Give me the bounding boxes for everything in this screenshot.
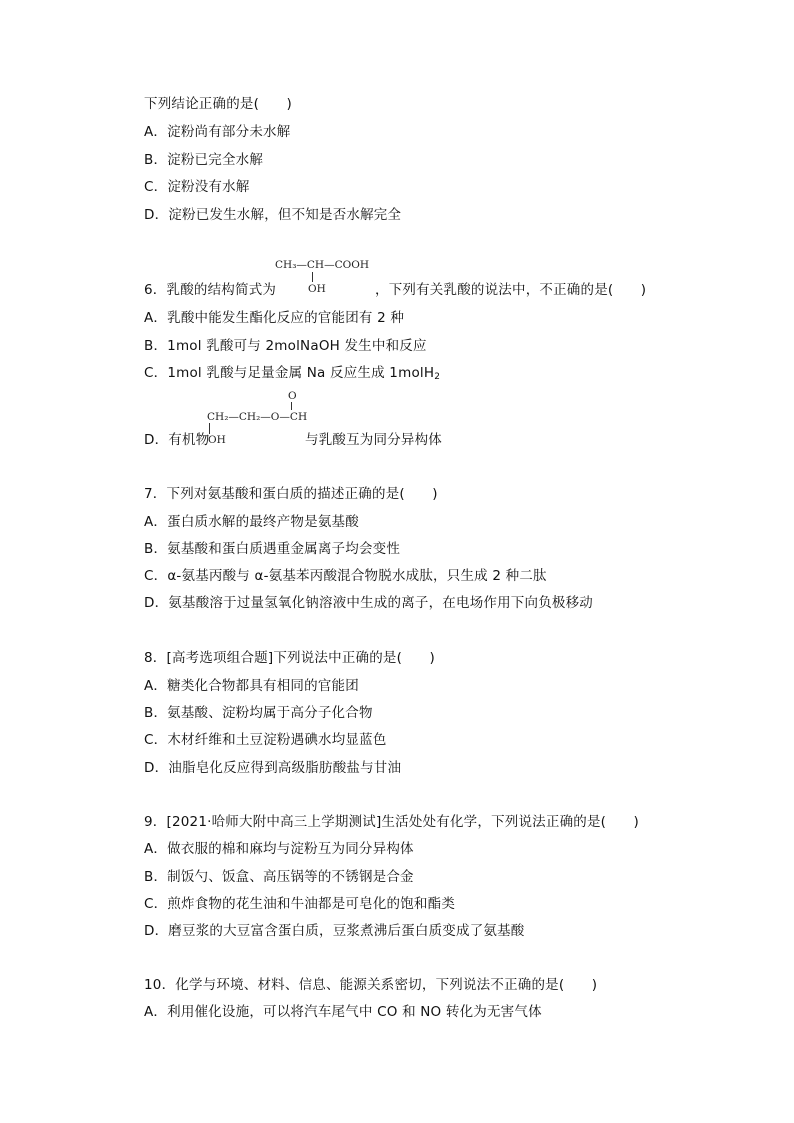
q5-option-d: D．淀粉已发生水解，但不知是否水解完全 <box>144 207 402 223</box>
q5-option-a: A．淀粉尚有部分未水解 <box>144 124 291 140</box>
q10-option-a: A．利用催化设施，可以将汽车尾气中 CO 和 NO 转化为无害气体 <box>144 1004 542 1020</box>
q8-option-b: B．氨基酸、淀粉均属于高分子化合物 <box>144 705 373 721</box>
q9-stem: 9．[2021·哈师大附中高三上学期测试]生活处处有化学，下列说法正确的是( ) <box>144 814 640 830</box>
q6-option-c-text: C．1mol 乳酸与足量金属 Na 反应生成 1molH <box>144 365 435 381</box>
q6-stem-after: ，下列有关乳酸的说法中，不正确的是( ) <box>375 282 647 298</box>
q10-stem: 10．化学与环境、材料、信息、能源关系密切，下列说法不正确的是( ) <box>144 977 598 993</box>
q6-option-b: B．1mol 乳酸可与 2molNaOH 发生中和反应 <box>144 338 427 354</box>
isomer-formula-chain: CH₂—CH₂—O—CH <box>207 411 308 423</box>
q9-option-b: B．制饭勺、饭盒、高压锅等的不锈钢是合金 <box>144 869 414 885</box>
q7-option-c: C．α-氨基丙酸与 α-氨基苯丙酸混合物脱水成肽，只生成 2 种二肽 <box>144 568 547 584</box>
isomer-formula-o: O <box>288 390 297 402</box>
q7-stem: 7．下列对氨基酸和蛋白质的描述正确的是( ) <box>144 486 438 502</box>
q8-option-d: D．油脂皂化反应得到高级脂肪酸盐与甘油 <box>144 760 402 776</box>
q5-option-c: C．淀粉没有水解 <box>144 179 250 195</box>
q6-option-d-after: 与乳酸互为同分异构体 <box>305 432 442 448</box>
q7-option-b: B．氨基酸和蛋白质遇重金属离子均会变性 <box>144 541 401 557</box>
q6-option-d-before: D．有机物 <box>144 432 210 448</box>
lactic-acid-formula-main: CH₃—CH—COOH <box>275 259 369 271</box>
q7-option-d: D．氨基酸溶于过量氢氧化钠溶液中生成的离子，在电场作用下向负极移动 <box>144 595 593 611</box>
q8-option-c: C．木材纤维和土豆淀粉遇碘水均显蓝色 <box>144 732 387 748</box>
q5-option-b: B．淀粉已完全水解 <box>144 152 264 168</box>
lactic-acid-bond <box>312 272 313 282</box>
q9-option-c: C．煎炸食物的花生油和牛油都是可皂化的饱和酯类 <box>144 896 456 912</box>
q7-option-a: A．蛋白质水解的最终产物是氨基酸 <box>144 514 359 530</box>
q5-stem: 下列结论正确的是( ) <box>144 96 292 112</box>
q9-option-d: D．磨豆浆的大豆富含蛋白质，豆浆煮沸后蛋白质变成了氨基酸 <box>144 923 525 939</box>
q6-option-a: A．乳酸中能发生酯化反应的官能团有 2 种 <box>144 310 405 326</box>
q6-option-c-subscript: 2 <box>434 372 441 382</box>
isomer-double-bond <box>291 402 292 410</box>
q9-option-a: A．做衣服的棉和麻均与淀粉互为同分异构体 <box>144 841 414 857</box>
q6-stem-before: 6．乳酸的结构简式为 <box>144 282 277 298</box>
q8-option-a: A．糖类化合物都具有相同的官能团 <box>144 678 359 694</box>
q8-stem: 8．[高考选项组合题]下列说法中正确的是( ) <box>144 650 435 666</box>
q6-option-c <box>144 364 440 386</box>
isomer-formula-oh: OH <box>208 434 226 446</box>
lactic-acid-formula-oh: OH <box>308 283 326 295</box>
